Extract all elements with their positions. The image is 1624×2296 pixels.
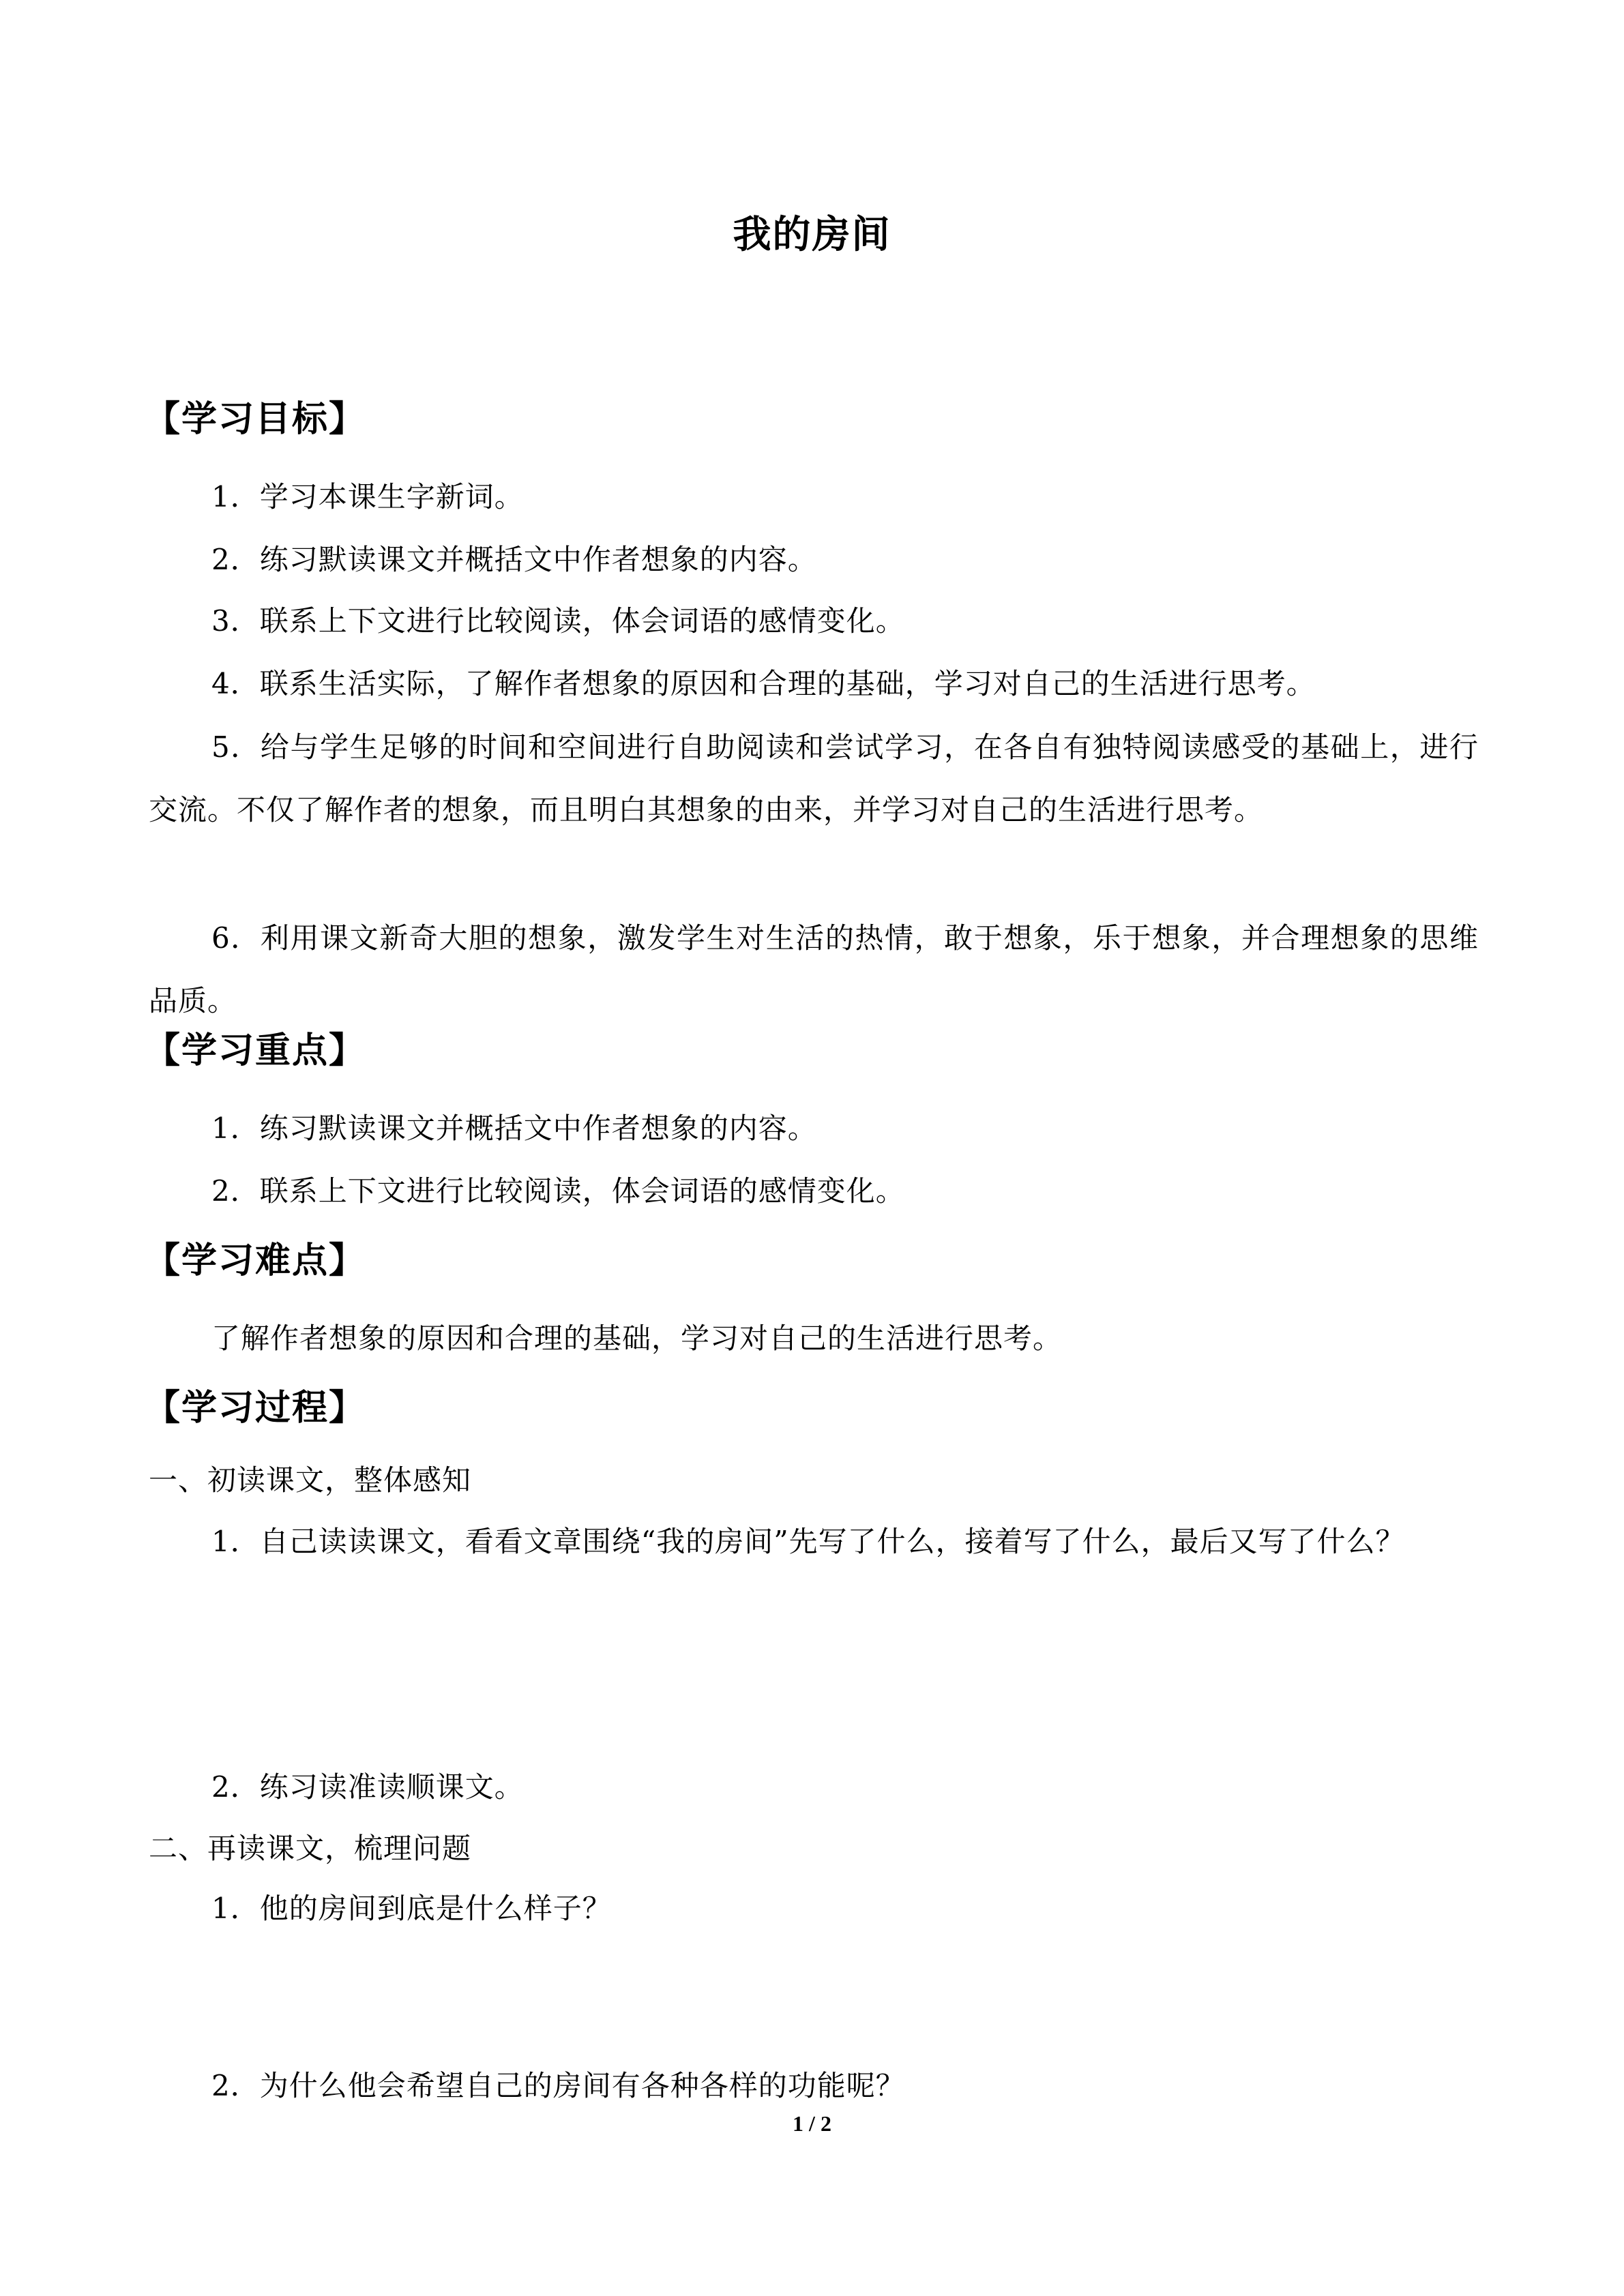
process-part-title: 二、再读课文，梳理问题 bbox=[149, 1832, 472, 1865]
section-heading-process: 【学习过程】 bbox=[145, 1388, 366, 1429]
objective-item: 6．利用课文新奇大胆的想象，激发学生对生活的热情，敢于想象，乐于想象，并合理想象的思维品质。 bbox=[149, 921, 1479, 1017]
objective-item: 2．练习默读课文并概括文中作者想象的内容。 bbox=[211, 543, 817, 576]
difficulty-text: 了解作者想象的原因和合理的基础，学习对自己的生活进行思考。 bbox=[211, 1322, 1063, 1355]
objective-item: 5．给与学生足够的时间和空间进行自助阅读和尝试学习，在各自有独特阅读感受的基础上，进行交流。不仅了解作者的想象，而且明白其想象的由来，并学习对自己的生活进行思考。 bbox=[149, 730, 1479, 826]
process-question: 1．自己读读课文，看看文章围绕“我的房间”先写了什么，接着写了什么，最后又写了什么？ bbox=[211, 1525, 1405, 1558]
key-point-item: 2．联系上下文进行比较阅读，体会词语的感情变化。 bbox=[211, 1174, 905, 1208]
page-title: 我的房间 bbox=[733, 213, 891, 257]
page-number: 1 / 2 bbox=[793, 2111, 831, 2136]
objective-item: 1．学习本课生字新词。 bbox=[211, 480, 524, 513]
process-question: 1．他的房间到底是什么样子？ bbox=[211, 1892, 612, 1925]
section-heading-objectives: 【学习目标】 bbox=[145, 399, 366, 440]
process-question: 2．为什么他会希望自己的房间有各种各样的功能呢？ bbox=[211, 2069, 905, 2102]
objective-item: 4．联系生活实际，了解作者想象的原因和合理的基础，学习对自己的生活进行思考。 bbox=[211, 667, 1316, 700]
key-point-item: 1．练习默读课文并概括文中作者想象的内容。 bbox=[211, 1112, 817, 1145]
section-heading-difficulties: 【学习难点】 bbox=[145, 1240, 366, 1281]
process-question: 2．练习读准读顺课文。 bbox=[211, 1770, 524, 1804]
process-part-title: 一、初读课文，整体感知 bbox=[149, 1463, 472, 1497]
section-heading-key-points: 【学习重点】 bbox=[145, 1030, 366, 1071]
objective-item: 3．联系上下文进行比较阅读，体会词语的感情变化。 bbox=[211, 604, 905, 638]
